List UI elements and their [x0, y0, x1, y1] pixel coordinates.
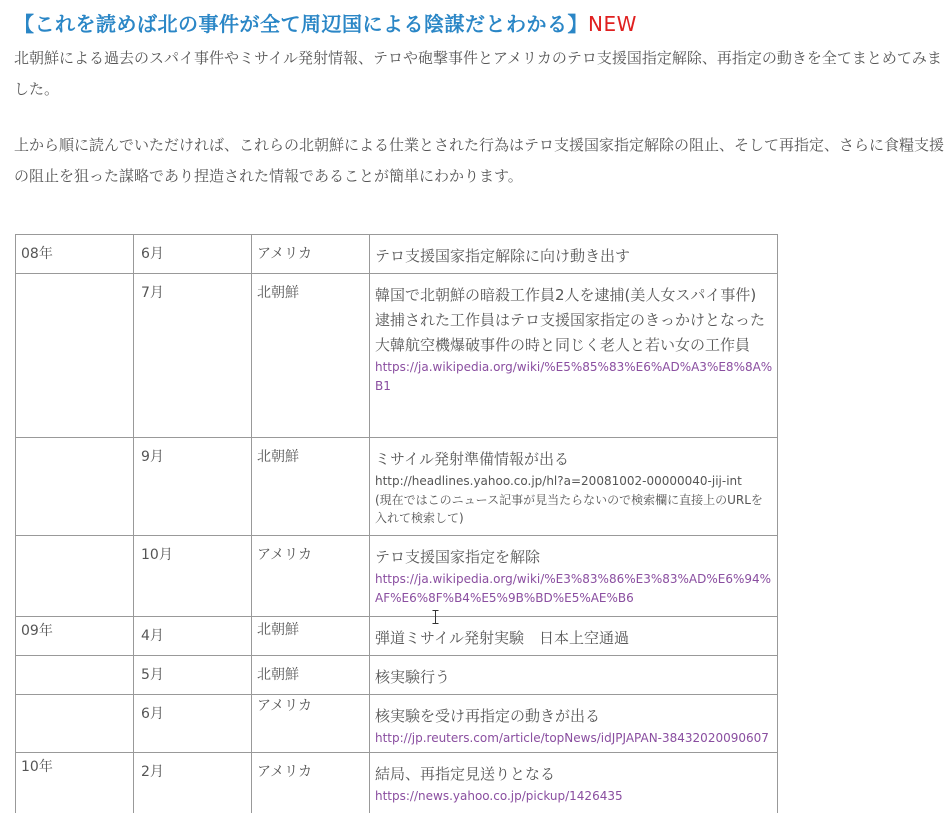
- month-cell: [134, 438, 252, 536]
- year-cell: [16, 656, 134, 695]
- month-cell: [134, 695, 252, 753]
- month-label: 5月: [141, 667, 164, 683]
- source-link[interactable]: https://news.yahoo.co.jp/pickup/1426435: [375, 789, 623, 803]
- country-cell: [252, 536, 370, 617]
- text-cursor-ibeam-icon: [432, 610, 439, 624]
- month-label: 6月: [141, 706, 164, 722]
- year-label: [21, 656, 133, 666]
- event-cell: [370, 235, 778, 274]
- country-cell: [252, 695, 370, 753]
- month-label: 9月: [141, 449, 164, 465]
- page-headline: [14, 8, 637, 37]
- source-url-text: http://headlines.yahoo.co.jp/hl?a=20081002-00000040-jij-int: [375, 474, 742, 488]
- country-label: アメリカ: [257, 698, 313, 714]
- year-cell: [16, 617, 134, 656]
- event-cell: [370, 656, 778, 695]
- source-link[interactable]: http://jp.reuters.com/article/topNews/idJPJAPAN-38432020090607: [375, 731, 769, 745]
- event-cell: [370, 438, 778, 536]
- event-cell: [370, 536, 778, 617]
- country-cell: [252, 656, 370, 695]
- event-description: 弾道ミサイル発射実験 日本上空通過: [375, 629, 629, 647]
- intro-paragraph-2: 上から順に読んでいただければ、これらの北朝鮮による仕業とされた行為はテロ支援国家指定解除の阻止、そして再指定、さらに食糧支援の阻止を狙った謀略であり捏造された情報であることが簡単にわかります。: [14, 136, 945, 185]
- table-row: [16, 438, 778, 536]
- event-description: 核実験行う: [375, 668, 451, 686]
- headline-title: 【これを読めば北の事件が全て周辺国による陰謀だとわかる】: [14, 12, 588, 36]
- source-link[interactable]: https://ja.wikipedia.org/wiki/%E5%85%83%E6%AD%A3%E8%8A%B1: [375, 360, 773, 393]
- year-cell: [16, 438, 134, 536]
- event-description: 結局、再指定見送りとなる: [375, 765, 556, 783]
- new-badge: NEW: [588, 12, 637, 36]
- table-row: [16, 617, 778, 656]
- source-link[interactable]: https://ja.wikipedia.org/wiki/%E3%83%86%E3%83%AD%E6%94%AF%E6%8F%B4%E5%9B%BD%E5%AE%B6: [375, 572, 772, 605]
- month-label: 4月: [141, 628, 164, 644]
- month-label: 10月: [141, 547, 173, 563]
- year-label: 10年: [21, 759, 53, 775]
- event-timeline-table: [15, 234, 778, 813]
- month-label: 6月: [141, 246, 164, 262]
- month-label: 7月: [141, 285, 164, 301]
- event-description: 核実験を受け再指定の動きが出る: [375, 707, 601, 725]
- country-label: アメリカ: [257, 764, 313, 780]
- month-cell: [134, 536, 252, 617]
- event-cell: [370, 753, 778, 813]
- event-description: テロ支援国家指定を解除: [375, 548, 541, 566]
- country-cell: [252, 438, 370, 536]
- year-label: 09年: [21, 623, 53, 639]
- intro-paragraph-1: 北朝鮮による過去のスパイ事件やミサイル発射情報、テロや砲撃事件とアメリカのテロ支援国指定解除、再指定の動きを全てまとめてみました。: [14, 49, 942, 98]
- month-cell: [134, 656, 252, 695]
- year-label: [21, 438, 133, 448]
- event-cell: [370, 274, 778, 438]
- event-cell: [370, 617, 778, 656]
- country-label: 北朝鮮: [257, 285, 299, 301]
- year-cell: [16, 274, 134, 438]
- country-label: 北朝鮮: [257, 449, 299, 465]
- month-cell: [134, 753, 252, 813]
- table-row: [16, 695, 778, 753]
- month-label: 2月: [141, 764, 164, 780]
- year-label: [21, 274, 133, 284]
- year-label: 08年: [21, 246, 53, 262]
- country-cell: [252, 274, 370, 438]
- country-label: アメリカ: [257, 547, 313, 563]
- table-row: [16, 656, 778, 695]
- year-cell: [16, 753, 134, 813]
- source-note: (現在ではこのニュース記事が見当たらないので検索欄に直接上のURLを入れて検索して): [375, 493, 763, 525]
- event-cell: [370, 695, 778, 753]
- table-row: [16, 274, 778, 438]
- table-row: [16, 536, 778, 617]
- country-cell: [252, 235, 370, 274]
- year-cell: [16, 536, 134, 617]
- year-cell: [16, 235, 134, 274]
- year-label: [21, 536, 133, 546]
- month-cell: [134, 617, 252, 656]
- country-cell: [252, 617, 370, 656]
- event-description: 韓国で北朝鮮の暗殺工作員2人を逮捕(美人女スパイ事件) 逮捕された工作員はテロ支援国家指定のきっかけとなった大韓航空機爆破事件の時と同じく老人と若い女の工作員: [375, 286, 777, 354]
- country-label: 北朝鮮: [257, 622, 299, 638]
- country-label: 北朝鮮: [257, 667, 299, 683]
- year-cell: [16, 695, 134, 753]
- month-cell: [134, 274, 252, 438]
- country-cell: [252, 753, 370, 813]
- table-row: [16, 753, 778, 813]
- table-row: [16, 235, 778, 274]
- event-description: ミサイル発射準備情報が出る: [375, 450, 569, 468]
- event-description: テロ支援国家指定解除に向け動き出す: [375, 247, 631, 265]
- year-label: [21, 695, 133, 705]
- month-cell: [134, 235, 252, 274]
- country-label: アメリカ: [257, 246, 313, 262]
